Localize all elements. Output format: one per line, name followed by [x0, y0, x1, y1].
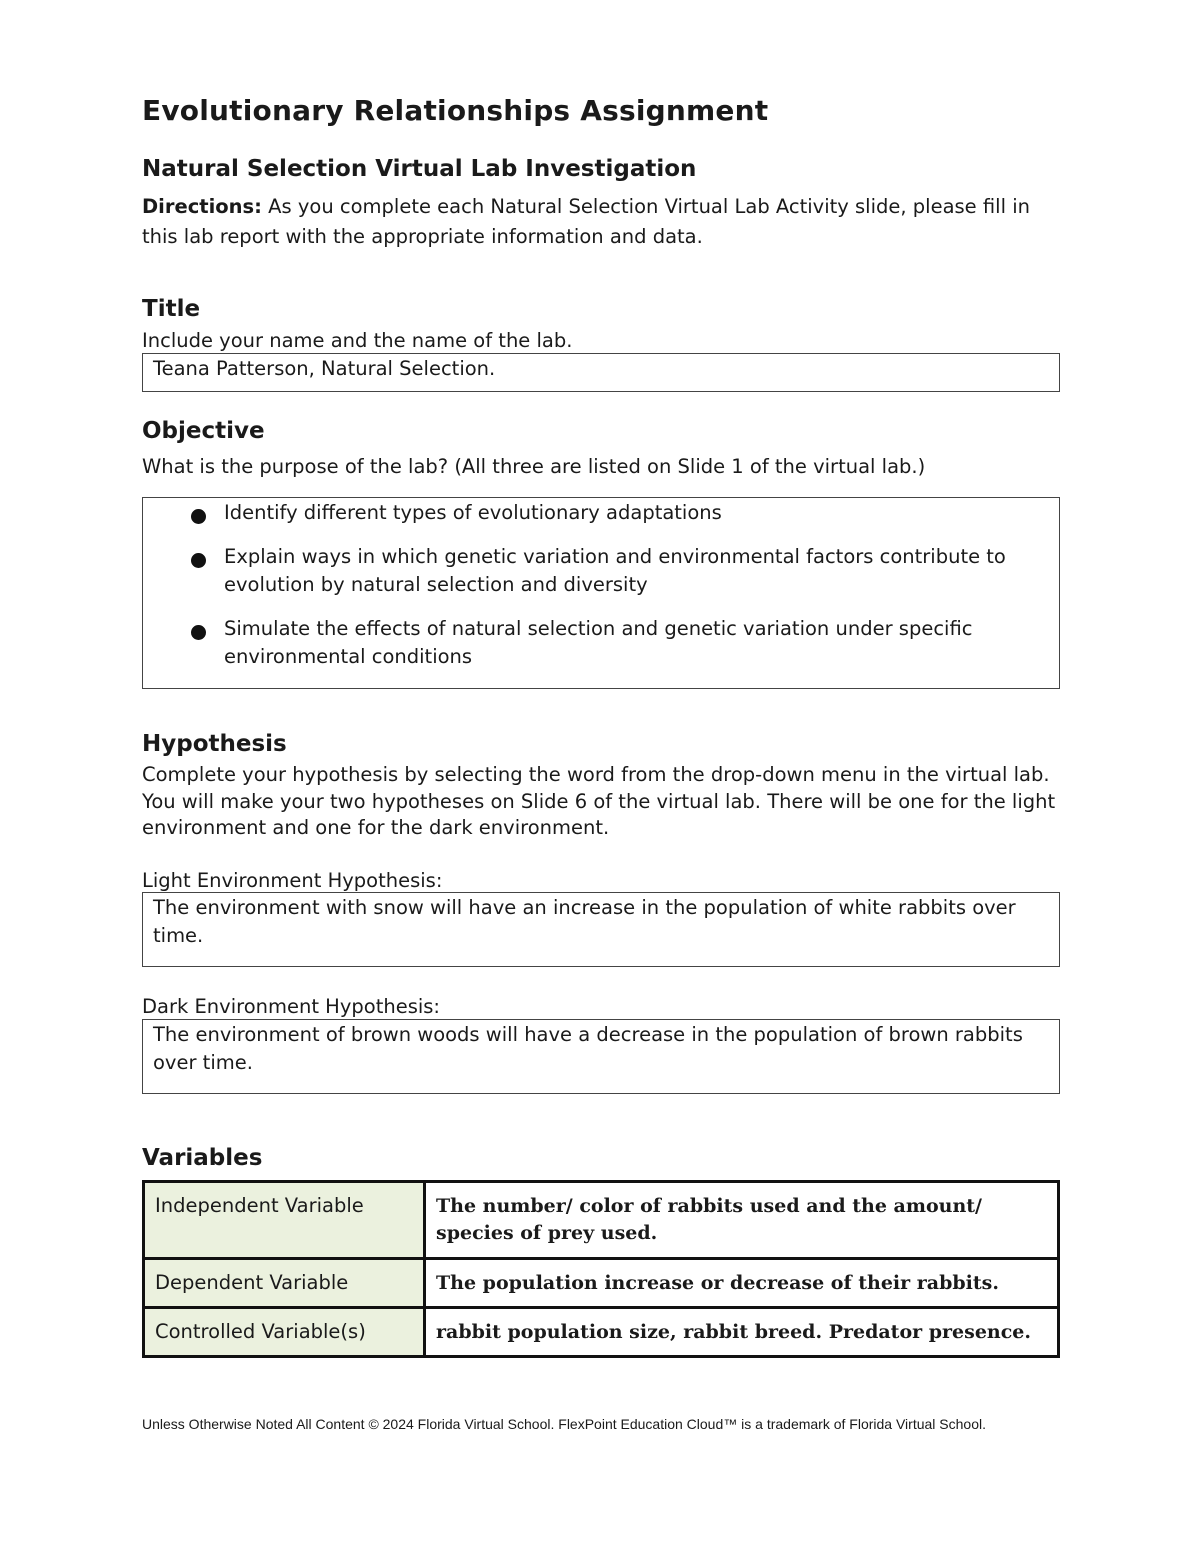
light-hypothesis-box[interactable]	[142, 892, 1060, 967]
light-hypothesis-answer: The environment with snow will have an increase in the population of white rabbits over time.	[153, 896, 1016, 947]
directions-text: As you complete each Natural Selection Virtual Lab Activity slide, please fill in this lab report with the appropriate information and data.	[142, 195, 1030, 248]
hypothesis-heading: Hypothesis	[142, 731, 287, 757]
table-row	[144, 1259, 1059, 1308]
table-row	[144, 1308, 1059, 1357]
light-hypothesis-label: Light Environment Hypothesis:	[142, 869, 443, 892]
dark-hypothesis-answer: The environment of brown woods will have a decrease in the population of brown rabbits over time.	[153, 1023, 1023, 1074]
objective-item-text: Simulate the effects of natural selection and genetic variation under specific environmental conditions	[224, 617, 973, 668]
table-row	[144, 1182, 1059, 1259]
directions-label: Directions:	[142, 195, 262, 218]
variable-label: Controlled Variable(s)	[144, 1308, 425, 1357]
objective-item	[143, 499, 1059, 527]
objective-item	[143, 543, 1059, 599]
hypothesis-prompt: Complete your hypothesis by selecting the word from the drop-down menu in the virtual lab. You will make your two hypotheses on Slide 6 of the virtual lab. There will be one for the light environment and one for the dark environment.	[142, 763, 1056, 839]
title-answer: Teana Patterson, Natural Selection.	[153, 357, 496, 380]
document-subtitle: Natural Selection Virtual Lab Investigation	[142, 156, 697, 182]
objective-item-text: Identify different types of evolutionary adaptations	[224, 501, 722, 524]
bullet-icon	[191, 553, 206, 568]
variable-value[interactable]: rabbit population size, rabbit breed. Predator presence.	[425, 1308, 1059, 1357]
variable-value[interactable]: The population increase or decrease of their rabbits.	[425, 1259, 1059, 1308]
objective-heading: Objective	[142, 418, 265, 444]
variables-table	[142, 1180, 1060, 1358]
variable-label: Dependent Variable	[144, 1259, 425, 1308]
objective-item	[143, 615, 1059, 671]
bullet-icon	[191, 625, 206, 640]
bullet-icon	[191, 509, 206, 524]
title-answer-box[interactable]	[142, 353, 1060, 392]
variable-value[interactable]: The number/ color of rabbits used and the amount/ species of prey used.	[425, 1182, 1059, 1259]
objective-answer-box[interactable]	[142, 497, 1060, 689]
dark-hypothesis-box[interactable]	[142, 1019, 1060, 1094]
document-title: Evolutionary Relationships Assignment	[142, 94, 769, 127]
copyright-footer: Unless Otherwise Noted All Content © 2024 Florida Virtual School. FlexPoint Education Cloud™ is a trademark of Florida Virtual School.	[142, 1416, 986, 1432]
variables-heading: Variables	[142, 1145, 263, 1171]
dark-hypothesis-label: Dark Environment Hypothesis:	[142, 995, 441, 1018]
objective-prompt: What is the purpose of the lab? (All three are listed on Slide 1 of the virtual lab.)	[142, 455, 926, 478]
objective-list	[143, 499, 1059, 671]
directions-paragraph	[142, 192, 1060, 252]
title-heading: Title	[142, 296, 201, 322]
objective-item-text: Explain ways in which genetic variation and environmental factors contribute to evolution by natural selection and diversity	[224, 545, 1006, 596]
title-prompt: Include your name and the name of the lab.	[142, 329, 573, 352]
variable-label: Independent Variable	[144, 1182, 425, 1259]
